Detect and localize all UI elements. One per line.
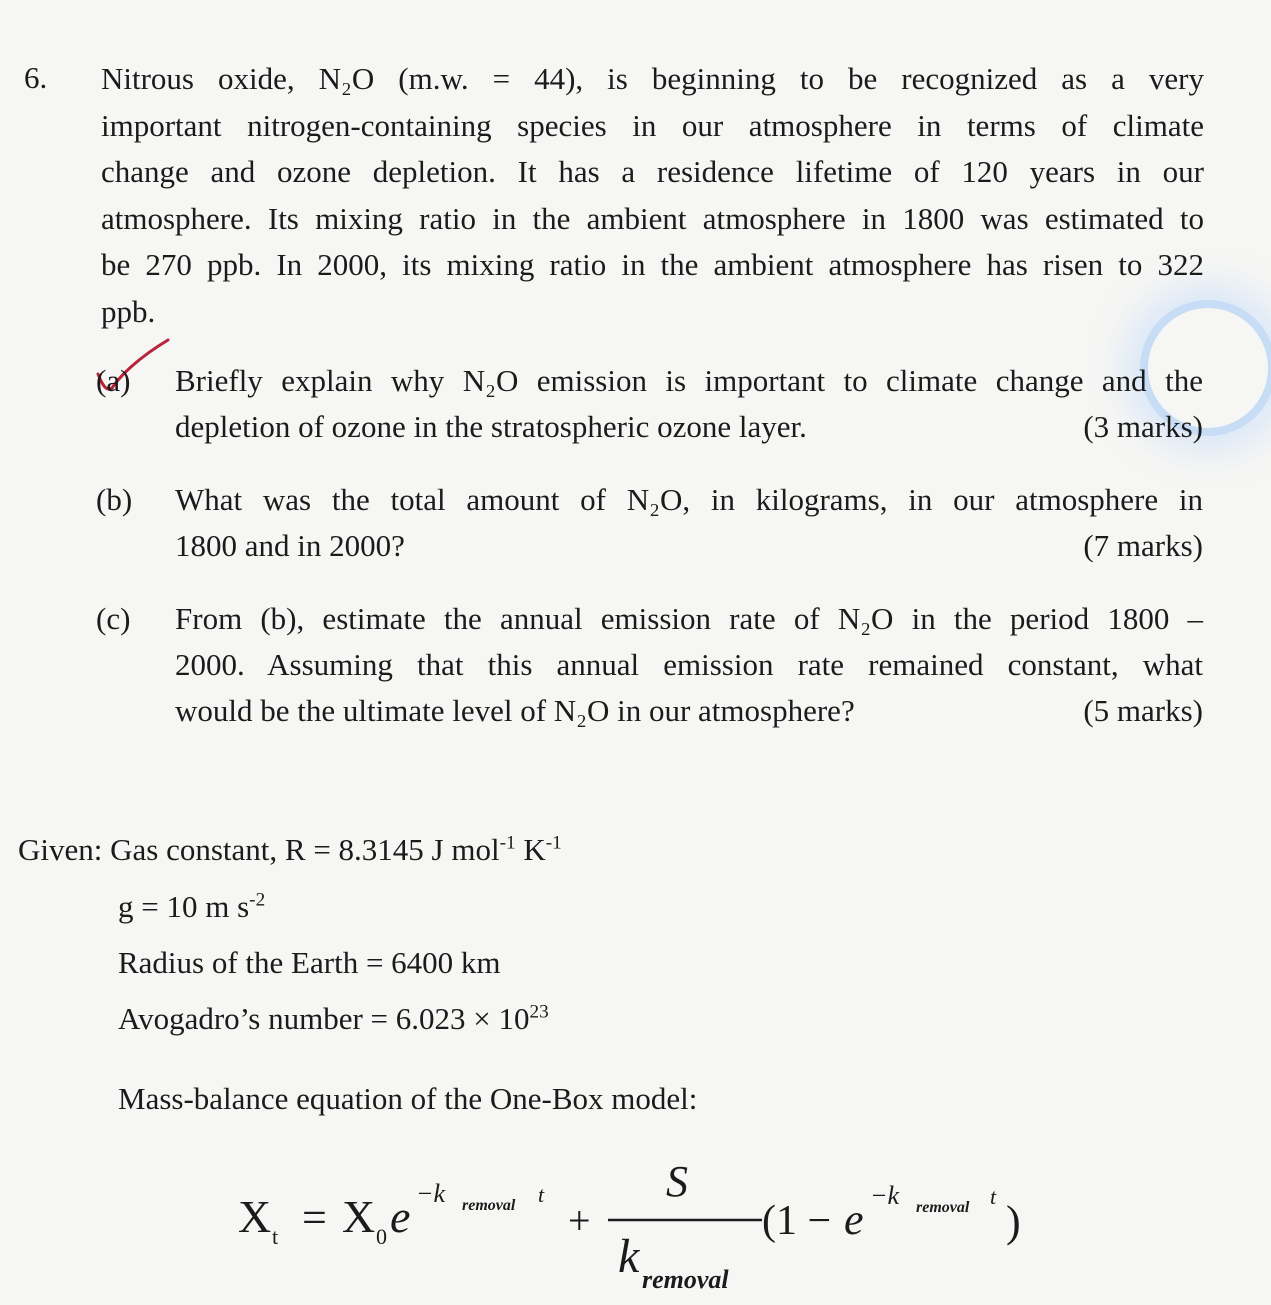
equation-title: Mass-balance equation of the One-Box model: bbox=[118, 1081, 698, 1116]
part-c-line bbox=[175, 688, 1203, 734]
part-a-line: Briefly explain why N₂O emission is important to climate change and the bbox=[175, 363, 1203, 398]
avogadro-exp: 23 bbox=[529, 1001, 549, 1023]
eq-denominator-sub: removal bbox=[642, 1265, 729, 1294]
given-avogadro bbox=[118, 1001, 549, 1037]
eq-exponent-t: t bbox=[538, 1182, 545, 1207]
eq-exponent2-sub: removal bbox=[916, 1199, 970, 1216]
intro-line: atmosphere. Its mixing ratio in the ambient atmosphere in 1800 was estimated to bbox=[101, 200, 1204, 236]
part-b-text bbox=[175, 477, 1203, 569]
part-a-marks: (3 marks) bbox=[1083, 409, 1203, 444]
given-gravity bbox=[118, 889, 265, 925]
eq-exponent-sub: removal bbox=[462, 1197, 516, 1214]
part-c-text bbox=[175, 596, 1203, 734]
part-a bbox=[96, 358, 1203, 450]
part-b-line: What was the total amount of N₂O, in kilograms, in our atmosphere in bbox=[175, 482, 1203, 517]
part-a-line bbox=[175, 404, 1203, 450]
eq-numerator: S bbox=[666, 1157, 688, 1206]
eq-x0-sub: 0 bbox=[376, 1224, 387, 1249]
eq-paren-open: (1 − bbox=[762, 1198, 832, 1244]
eq-paren-close: ) bbox=[1006, 1197, 1021, 1246]
part-b-line bbox=[175, 523, 1203, 569]
part-b-line-text: 1800 and in 2000? bbox=[175, 528, 405, 563]
intro-line: ppb. bbox=[101, 293, 156, 329]
part-a-text bbox=[175, 358, 1203, 450]
eq-exponent: −k bbox=[416, 1179, 446, 1208]
eq-plus: + bbox=[568, 1198, 591, 1243]
eq-e2: e bbox=[844, 1195, 864, 1244]
question-number: 6. bbox=[24, 60, 48, 95]
mass-balance-equation bbox=[238, 1150, 1038, 1300]
intro-line: important nitrogen-containing species in our atmosphere in terms of climate bbox=[101, 107, 1204, 143]
eq-equals: = bbox=[302, 1193, 327, 1242]
eq-lhs: X bbox=[238, 1191, 272, 1242]
part-c-line: From (b), estimate the annual emission rate of N₂O in the period 1800 – bbox=[175, 601, 1203, 636]
given-radius: Radius of the Earth = 6400 km bbox=[118, 945, 501, 980]
avogadro-text: Avogadro’s number = 6.023 × 10 bbox=[118, 1001, 530, 1036]
intro-line: be 270 ppb. In 2000, its mixing ratio in the ambient atmosphere has risen to 322 bbox=[101, 247, 1204, 282]
gas-constant-exp: -1 bbox=[545, 832, 562, 854]
part-b-label: (b) bbox=[96, 482, 133, 517]
gravity-exp: -2 bbox=[249, 889, 266, 911]
part-a-label: (a) bbox=[96, 363, 131, 398]
given-prefix: Given: bbox=[18, 832, 103, 867]
gas-constant-text: Gas constant, R = 8.3145 J mol bbox=[110, 832, 500, 867]
part-b-marks: (7 marks) bbox=[1083, 528, 1203, 563]
part-b bbox=[96, 477, 1203, 569]
part-c-line: 2000. Assuming that this annual emission rate remained constant, what bbox=[175, 647, 1203, 682]
eq-exponent2: −k bbox=[870, 1181, 900, 1210]
part-a-line-text: depletion of ozone in the stratospheric ozone layer. bbox=[175, 409, 807, 444]
gas-constant-exp: -1 bbox=[499, 832, 516, 854]
part-c bbox=[96, 596, 1206, 736]
eq-lhs-sub: t bbox=[272, 1224, 279, 1249]
eq-e: e bbox=[390, 1191, 411, 1242]
gravity-text: g = 10 m s bbox=[118, 889, 250, 924]
question-intro bbox=[101, 56, 1204, 335]
eq-denominator: k bbox=[618, 1230, 640, 1283]
part-c-marks: (5 marks) bbox=[1083, 693, 1203, 728]
intro-line: Nitrous oxide, N₂O (m.w. = 44), is beginning to be recognized as a very bbox=[101, 61, 1204, 96]
eq-x0: X bbox=[342, 1191, 376, 1242]
intro-line: change and ozone depletion. It has a residence lifetime of 120 years in our bbox=[101, 154, 1204, 189]
gas-constant-unit: K bbox=[515, 832, 546, 867]
given-gas-constant bbox=[18, 832, 562, 868]
eq-exponent2-t: t bbox=[990, 1184, 997, 1209]
part-c-label: (c) bbox=[96, 601, 131, 636]
part-c-line-text: would be the ultimate level of N₂O in our atmosphere? bbox=[175, 693, 855, 728]
